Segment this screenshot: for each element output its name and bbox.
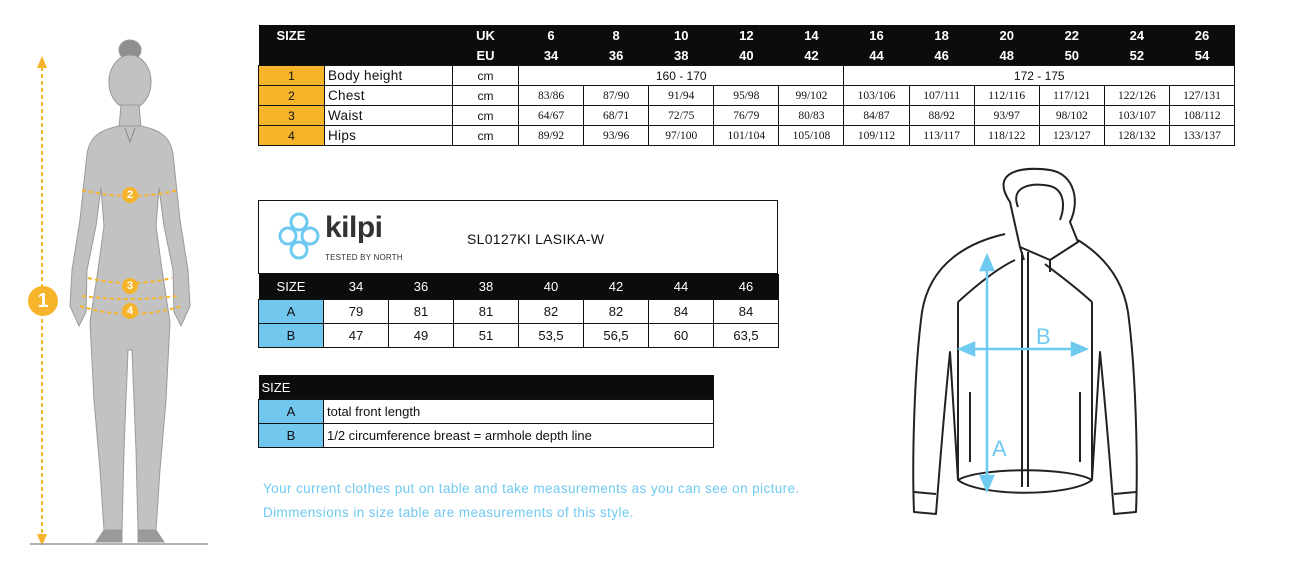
table-cell: 56,5 xyxy=(584,324,649,348)
table-cell: 81 xyxy=(454,300,519,324)
kilpi-logo-icon xyxy=(275,209,323,263)
table-cell: 108/112 xyxy=(1169,106,1234,126)
table-cell: 103/106 xyxy=(844,86,909,106)
row-number: 4 xyxy=(259,126,325,146)
table-cell: 113/117 xyxy=(909,126,974,146)
table-cell: 112/116 xyxy=(974,86,1039,106)
eu-size: 40 xyxy=(714,45,779,66)
table-cell: 82 xyxy=(519,300,584,324)
row-unit: cm xyxy=(453,86,519,106)
row-unit: cm xyxy=(453,106,519,126)
table-row xyxy=(259,66,1235,86)
table-cell: 97/100 xyxy=(649,126,714,146)
row-label: Body height xyxy=(325,66,453,86)
eu-size: 54 xyxy=(1169,45,1234,66)
table-cell: 87/90 xyxy=(584,86,649,106)
uk-label: UK xyxy=(453,25,519,45)
uk-size: 18 xyxy=(909,25,974,45)
table-row xyxy=(259,86,1235,106)
uk-size: 6 xyxy=(519,25,584,45)
uk-size: 14 xyxy=(779,25,844,45)
table-cell: 118/122 xyxy=(974,126,1039,146)
eu-size: 52 xyxy=(1104,45,1169,66)
table-cell: 64/67 xyxy=(519,106,584,126)
table-cell: 51 xyxy=(454,324,519,348)
table-cell: 109/112 xyxy=(844,126,909,146)
table-row xyxy=(259,106,1235,126)
marker-1-label: 1 xyxy=(37,290,49,312)
table-cell: 53,5 xyxy=(519,324,584,348)
marker-3 xyxy=(122,278,138,294)
marker-3-label: 3 xyxy=(126,280,134,292)
table-cell: 99/102 xyxy=(779,86,844,106)
table-cell: 117/121 xyxy=(1039,86,1104,106)
marker-1 xyxy=(28,286,58,316)
jacket-illustration xyxy=(900,162,1150,532)
table-cell: 127/131 xyxy=(1169,86,1234,106)
uk-size: 12 xyxy=(714,25,779,45)
eu-size: 44 xyxy=(844,45,909,66)
jacket-label-b: B xyxy=(1036,324,1051,349)
row-code: A xyxy=(259,300,324,324)
brand-tagline: TESTED BY NORTH xyxy=(325,253,403,262)
row-label: Hips xyxy=(325,126,453,146)
size-cell: 36 xyxy=(389,274,454,300)
table-cell: 84 xyxy=(714,300,779,324)
garment-size-row xyxy=(259,274,779,300)
instruction-note: Dimmensions in size table are measurements of this style. xyxy=(263,505,634,520)
marker-4 xyxy=(122,303,138,319)
eu-label: EU xyxy=(453,45,519,66)
table-cell: 83/86 xyxy=(519,86,584,106)
row-number: 3 xyxy=(259,106,325,126)
uk-size: 22 xyxy=(1039,25,1104,45)
size-header: SIZE xyxy=(259,375,714,400)
instruction-note: Your current clothes put on table and take measurements as you can see on picture. xyxy=(263,481,800,496)
table-cell: 88/92 xyxy=(909,106,974,126)
row-label: Waist xyxy=(325,106,453,126)
uk-size: 20 xyxy=(974,25,1039,45)
eu-size: 50 xyxy=(1039,45,1104,66)
uk-size: 26 xyxy=(1169,25,1234,45)
row-number: 2 xyxy=(259,86,325,106)
row-unit: cm xyxy=(453,66,519,86)
size-cell: 40 xyxy=(519,274,584,300)
uk-size: 10 xyxy=(649,25,714,45)
eu-size-row xyxy=(259,45,1235,66)
table-cell: 105/108 xyxy=(779,126,844,146)
table-cell: 95/98 xyxy=(714,86,779,106)
table-cell: 82 xyxy=(584,300,649,324)
garment-size-table xyxy=(258,274,779,348)
table-cell: 47 xyxy=(324,324,389,348)
table-row xyxy=(259,324,779,348)
table-cell: 68/71 xyxy=(584,106,649,126)
table-cell: 93/97 xyxy=(974,106,1039,126)
row-description: 1/2 circumference breast = armhole depth line xyxy=(324,424,714,448)
table-cell: 133/137 xyxy=(1169,126,1234,146)
eu-size: 38 xyxy=(649,45,714,66)
eu-size: 46 xyxy=(909,45,974,66)
marker-4-label: 4 xyxy=(126,305,134,317)
height-range: 172 - 175 xyxy=(844,66,1235,86)
uk-size-row xyxy=(259,25,1235,45)
size-cell: 46 xyxy=(714,274,779,300)
marker-2 xyxy=(122,187,138,203)
table-cell: 101/104 xyxy=(714,126,779,146)
table-cell: 76/79 xyxy=(714,106,779,126)
brand-box xyxy=(258,200,778,274)
body-size-table xyxy=(258,25,1235,146)
table-cell: 123/127 xyxy=(1039,126,1104,146)
table-cell: 60 xyxy=(649,324,714,348)
table-cell: 63,5 xyxy=(714,324,779,348)
table-cell: 72/75 xyxy=(649,106,714,126)
marker-2-label: 2 xyxy=(126,189,134,201)
uk-size: 8 xyxy=(584,25,649,45)
row-code: B xyxy=(259,324,324,348)
size-header: SIZE xyxy=(259,274,324,300)
brand-name: kilpi xyxy=(325,211,383,244)
row-number: 1 xyxy=(259,66,325,86)
jacket-label-a: A xyxy=(992,436,1007,461)
table-row xyxy=(259,300,779,324)
eu-size: 42 xyxy=(779,45,844,66)
eu-size: 36 xyxy=(584,45,649,66)
table-row xyxy=(259,424,714,448)
height-range: 160 - 170 xyxy=(519,66,844,86)
table-cell: 93/96 xyxy=(584,126,649,146)
size-header: SIZE xyxy=(259,25,325,45)
eu-size: 48 xyxy=(974,45,1039,66)
measurement-legend-table xyxy=(258,375,714,448)
row-label: Chest xyxy=(325,86,453,106)
size-cell: 34 xyxy=(324,274,389,300)
table-cell: 84 xyxy=(649,300,714,324)
style-code: SL0127KI LASIKA-W xyxy=(467,231,605,247)
table-cell: 91/94 xyxy=(649,86,714,106)
table-cell: 84/87 xyxy=(844,106,909,126)
legend-header-row xyxy=(259,375,714,400)
size-cell: 38 xyxy=(454,274,519,300)
table-cell: 89/92 xyxy=(519,126,584,146)
table-cell: 49 xyxy=(389,324,454,348)
size-cell: 44 xyxy=(649,274,714,300)
table-cell: 81 xyxy=(389,300,454,324)
table-row xyxy=(259,126,1235,146)
table-row xyxy=(259,400,714,424)
uk-size: 16 xyxy=(844,25,909,45)
table-cell: 122/126 xyxy=(1104,86,1169,106)
table-cell: 80/83 xyxy=(779,106,844,126)
table-cell: 103/107 xyxy=(1104,106,1169,126)
row-code: B xyxy=(259,424,324,448)
row-code: A xyxy=(259,400,324,424)
table-cell: 79 xyxy=(324,300,389,324)
row-description: total front length xyxy=(324,400,714,424)
size-cell: 42 xyxy=(584,274,649,300)
eu-size: 34 xyxy=(519,45,584,66)
uk-size: 24 xyxy=(1104,25,1169,45)
row-unit: cm xyxy=(453,126,519,146)
table-cell: 128/132 xyxy=(1104,126,1169,146)
table-cell: 98/102 xyxy=(1039,106,1104,126)
table-cell: 107/111 xyxy=(909,86,974,106)
